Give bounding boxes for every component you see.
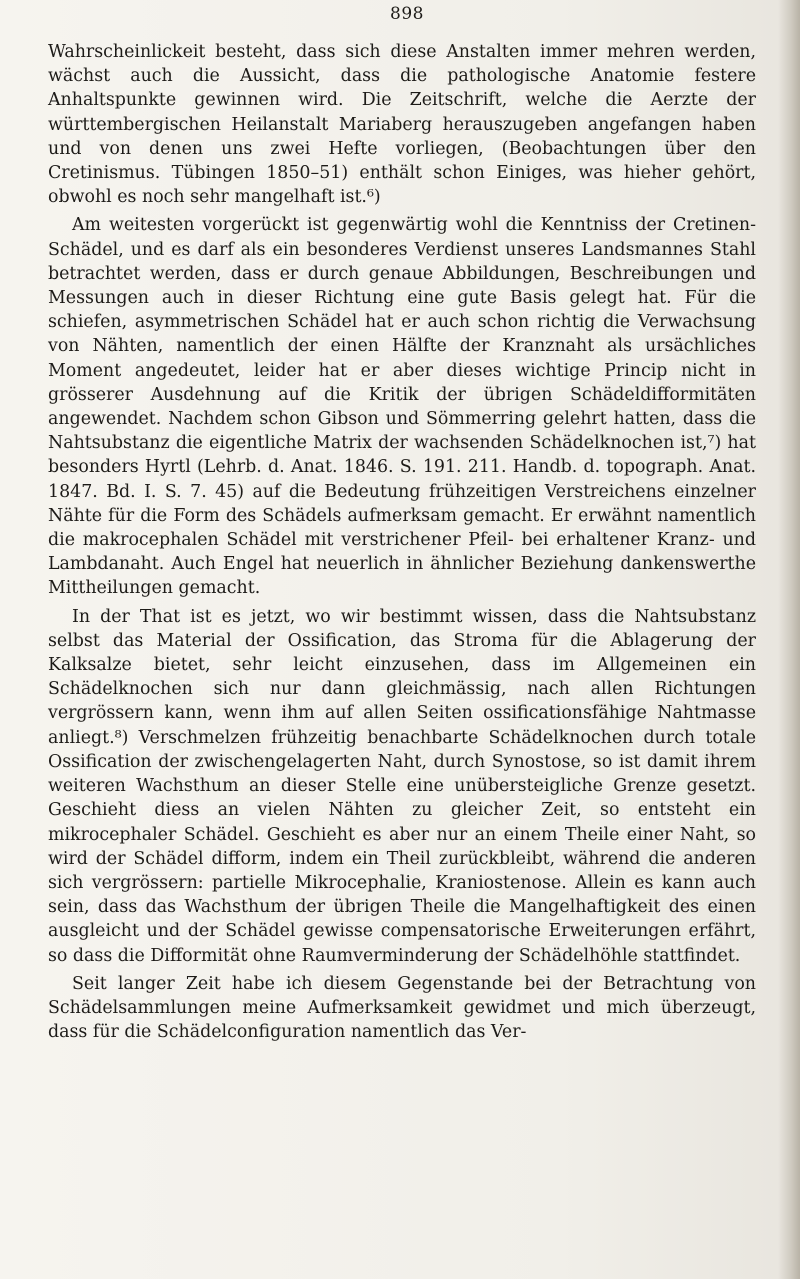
paragraph-4: Seit langer Zeit habe ich diesem Gegenstande bei der Betrachtung von Schädelsammlungen meine Aufmerksamkeit gewidmet und mich überzeugt, dass für die Schädelconfiguration namentlich das Ver-	[48, 973, 756, 1043]
page-number: 898	[390, 4, 424, 24]
page-spine-shadow	[778, 0, 800, 1279]
paragraph-1: Wahrscheinlickeit besteht, dass sich diese Anstalten immer mehren werden, wächst auch die Aussicht, dass die pathologische Anatomie festere Anhaltspunkte gewinnen wird. Die Zeitschrift, welche die Aerzte der württembergischen Heilanstalt Mariaberg herauszugeben angefangen haben und von denen uns zwei Hefte vorliegen, (Beobachtungen über den Cretinismus. Tübingen 1850–51) enthält schon Einiges, was hieher gehört, obwohl es noch sehr mangelhaft ist.⁶)	[48, 42, 756, 208]
paragraph-3: In der That ist es jetzt, wo wir bestimmt wissen, dass die Nahtsubstanz selbst das Material der Ossification, das Stroma für die Ablagerung der Kalksalze bietet, sehr leicht einzusehen, dass im Allgemeinen ein Schädelknochen sich nur dann gleichmässig, nach allen Richtungen vergrössern kann, wenn ihm auf allen Seiten ossificationsfähige Nahtmasse anliegt.⁸) Verschmelzen frühzeitig benachbarte Schädelknochen durch totale Ossification der zwischengelagerten Naht, durch Synostose, so ist damit ihrem weiteren Wachsthum an dieser Stelle eine unübersteigliche Grenze gesetzt. Geschieht diess an vielen Nähten zu gleicher Zeit, so entsteht ein mikrocephaler Schädel. Geschieht es aber nur an einem Theile einer Naht, so wird der Schädel difform, indem ein Theil zurückbleibt, während die anderen sich vergrössern: partielle Mikrocephalie, Kraniostenose. Allein es kann auch sein, dass das Wachsthum der übrigen Theile die Mangelhaftigkeit des einen ausgleicht und der Schädel gewisse compensatorische Erweiterungen erfährt, so dass die Difformität ohne Raumverminderung der Schädelhöhle stattfindet.	[48, 606, 756, 966]
paragraph-2: Am weitesten vorgerückt ist gegenwärtig wohl die Kenntniss der Cretinen-Schädel, und es darf als ein besonderes Verdienst unseres Landsmannes Stahl betrachtet werden, dass er durch genaue Abbildungen, Beschreibungen und Messungen auch in dieser Richtung eine gute Basis gelegt hat. Für die schiefen, asymmetrischen Schädel hat er auch schon richtig die Verwachsung von Nähten, namentlich der einen Hälfte der Kranznaht als ursächliches Moment angedeutet, leider hat er aber dieses wichtige Princip nicht in grösserer Ausdehnung auf die Kritik der übrigen Schädeldifformitäten angewendet. Nachdem schon Gibson und Sömmerring gelehrt hatten, dass die Nahtsubstanz die eigentliche Matrix der wachsenden Schädelknochen ist,⁷) hat besonders Hyrtl (Lehrb. d. Anat. 1846. S. 191. 211. Handb. d. topograph. Anat. 1847. Bd. I. S. 7. 45) auf die Bedeutung frühzeitigen Verstreichens einzelner Nähte für die Form des Schädels aufmerksam gemacht. Er erwähnt namentlich die makrocephalen Schädel mit verstrichener Pfeil- bei erhaltener Kranz- und Lambdanaht. Auch Engel hat neuerlich in ähnlicher Beziehung dankenswerthe Mittheilungen gemacht.	[48, 215, 756, 599]
body-text	[48, 40, 756, 1044]
